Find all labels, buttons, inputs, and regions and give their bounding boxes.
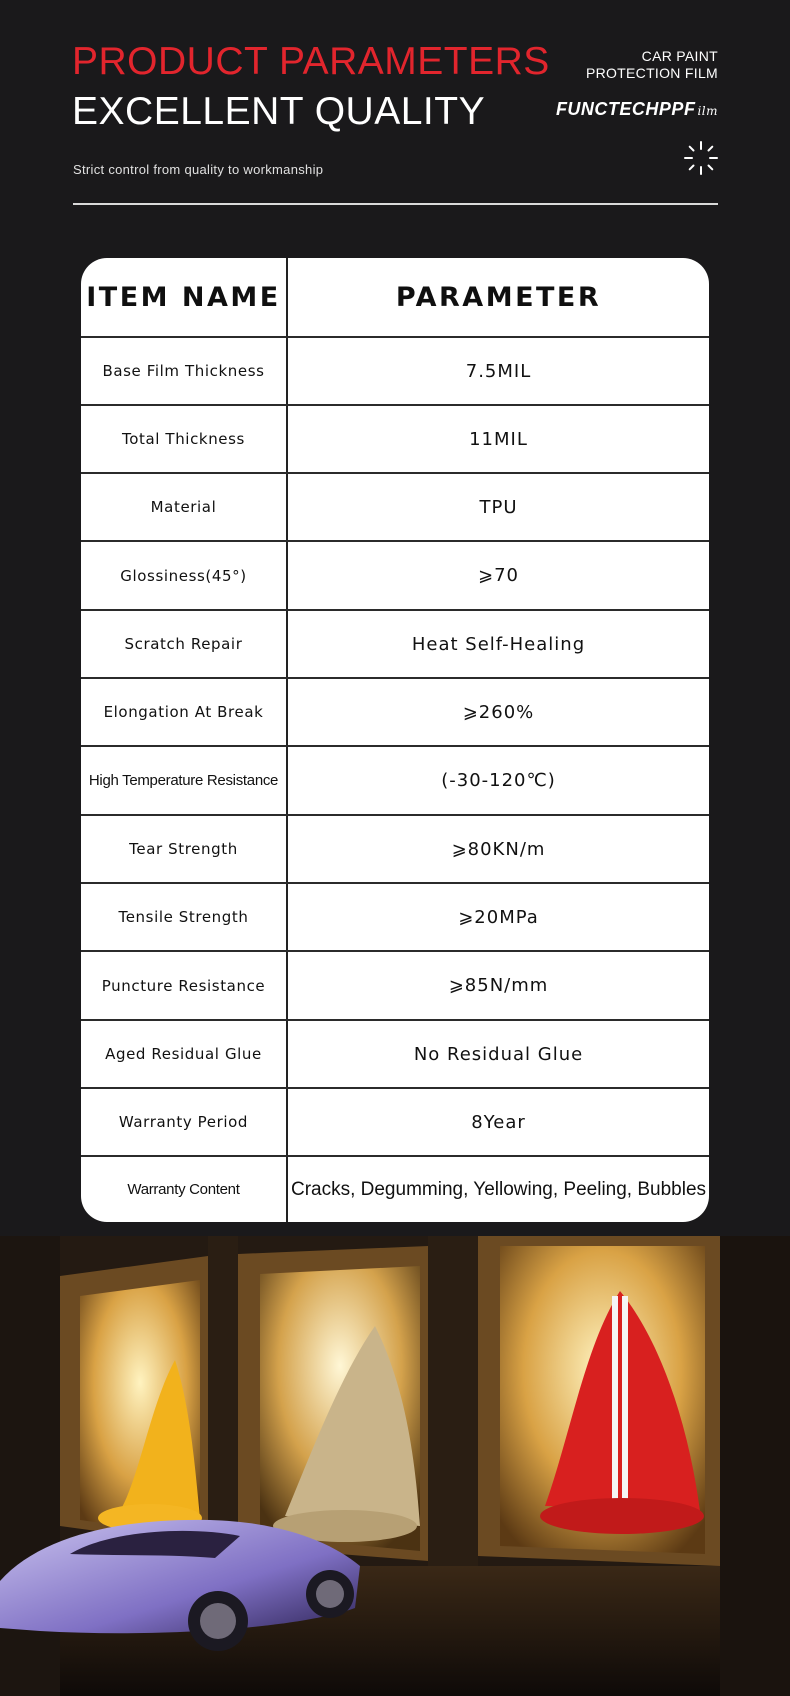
row-item: Elongation At Break: [103, 703, 264, 721]
row-item: Base Film Thickness: [102, 362, 265, 380]
parameter-table: [81, 258, 709, 1222]
table-row: [81, 609, 709, 677]
brand-caption-line2: PROTECTION FILM: [585, 65, 718, 81]
row-item: Tear Strength: [129, 840, 238, 858]
row-value: Cracks, Degumming, Yellowing, Peeling, Bubbles: [290, 1178, 707, 1200]
showroom-scene-image: [0, 1236, 790, 1696]
table-row: [81, 882, 709, 950]
sparkle-icon: [683, 140, 719, 176]
row-value: ⩾70: [478, 565, 519, 586]
brand-logo-suffix: ilm: [697, 104, 718, 118]
row-value: Heat Self-Healing: [411, 633, 586, 655]
row-value: No Residual Glue: [413, 1043, 584, 1065]
table-row: [81, 950, 709, 1019]
brand-caption: [586, 48, 718, 82]
brand-caption-line1: CAR PAINT: [641, 48, 718, 64]
row-value: TPU: [479, 496, 518, 518]
header-item-name: ITEM NAME: [86, 281, 281, 313]
brand-logo-text: FUNCTECHPPF: [555, 99, 696, 119]
table-row: [81, 1019, 709, 1087]
row-value: ⩾20MPa: [458, 906, 539, 928]
header-divider: [73, 203, 718, 205]
table-row: [81, 472, 709, 540]
row-item: Puncture Resistance: [101, 976, 266, 995]
table-row: [81, 745, 709, 814]
header-parameter: PARAMETER: [395, 281, 602, 313]
table-row: [81, 404, 709, 472]
row-item: Aged Residual Glue: [105, 1045, 262, 1063]
table-row: [81, 677, 709, 745]
row-value: 7.5MIL: [465, 360, 532, 382]
row-value: 8Year: [471, 1111, 526, 1133]
table-row: [81, 336, 709, 404]
row-item: Glossiness(45°): [120, 566, 247, 585]
row-value: (-30-120℃): [441, 770, 556, 791]
table-row: [81, 1155, 709, 1222]
row-item: Material: [150, 498, 217, 516]
row-value: ⩾85N/mm: [448, 975, 549, 996]
row-item: Warranty Period: [118, 1113, 249, 1131]
row-value: ⩾80KN/m: [451, 838, 546, 860]
row-value: 11MIL: [469, 428, 528, 450]
table-row: [81, 1087, 709, 1155]
title-product-parameters: PRODUCT PARAMETERS: [72, 40, 550, 83]
title-excellent-quality: EXCELLENT QUALITY: [72, 90, 486, 133]
row-item: Total Thickness: [122, 430, 245, 448]
table-row: [81, 814, 709, 882]
row-item: High Temperature Resistance: [88, 772, 279, 789]
table-row: [81, 540, 709, 609]
row-item: Tensile Strength: [118, 908, 249, 926]
tagline: Strict control from quality to workmanship: [73, 162, 324, 177]
table-header-row: [81, 258, 709, 336]
brand-logo: [556, 99, 718, 120]
row-item: Scratch Repair: [124, 635, 243, 653]
row-item: Warranty Content: [127, 1181, 240, 1198]
row-value: ⩾260%: [462, 701, 535, 723]
